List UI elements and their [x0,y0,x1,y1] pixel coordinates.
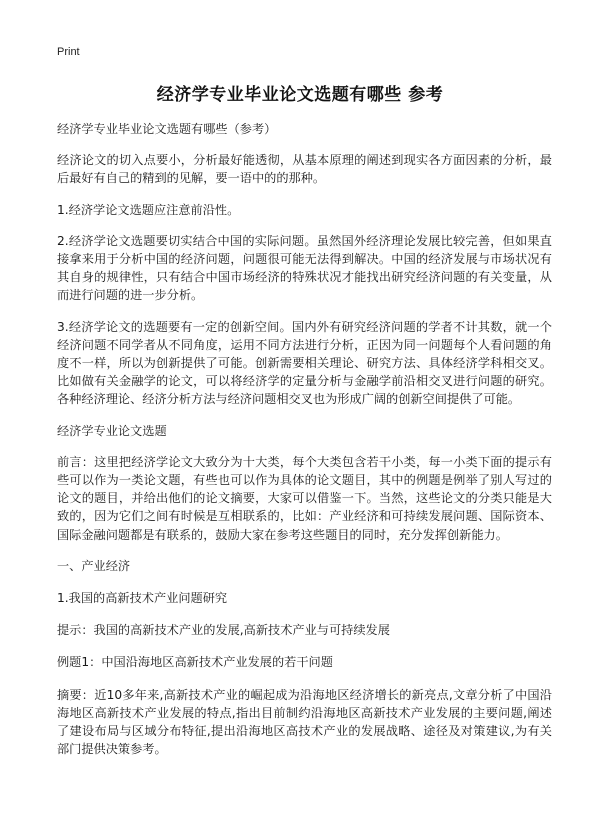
abstract-paragraph: 摘要：近10多年来,高新技术产业的崛起成为沿海地区经济增长的新亮点,文章分析了中国沿海地区高新技术产业发展的特点,指出目前制约沿海地区高新技术产业发展的主要问题,阐述了建设布局与区域分布特征,提出沿海地区高技术产业的发展战略、途径及对策建议,为有关部门提供决策参考。 [57,687,552,757]
intro-paragraph: 经济论文的切入点要小，分析最好能透彻，从基本原理的阐述到现实各方面因素的分析，最后最好有自己的精到的见解，要一语中的的那种。 [57,153,552,186]
preface-paragraph: 前言：这里把经济学论文大致分为十大类，每个大类包含若干小类，每一小类下面的提示有些可以作为一类论文题，有些也可以作为具体的论文题目，其中的例题是例举了别人写过的论文的题目，并给出他们的论文摘要，大家可以借鉴一下。当然，这些论文的分类只能是大致的，因为它们之间有时候是互相联系的，比如：产业经济和可持续发展问题、国际资本、国际金融问题都是有联系的，鼓励大家在参考这些题目的同时，充分发挥创新能力。 [57,454,552,542]
page-title: 经济学专业毕业论文选题有哪些 参考 [156,85,444,105]
point-1-paragraph: 1.经济学论文选题应注意前沿性。 [57,202,240,217]
section-heading: 经济学专业论文选题 [57,423,167,438]
point-3-paragraph: 3.经济学论文的选题要有一定的创新空间。国内外有研究经济问题的学者不计其数，就一个经济问题不同学者从不同角度，运用不同方法进行分析，正因为同一问题每个人看问题的角度不一样，所以为创新提供了可能。创新需要相关理论、研究方法、具体经济学科相交叉。比如做有关金融学的论文，可以将经济学的定量分析与金融学前沿相交叉进行问题的研究。各种经济理论、经济分析方法与经济问题相交叉也为形成广阔的创新空间提供了可能。 [57,319,552,407]
hint-paragraph: 提示：我国的高新技术产业的发展,高新技术产业与可持续发展 [57,623,390,638]
print-label: Print [57,46,80,58]
subtitle-paragraph: 经济学专业毕业论文选题有哪些（参考） [57,122,277,136]
category-heading: 一、产业经济 [57,558,131,573]
point-2-paragraph: 2.经济学论文选题要切实结合中国的实际问题。虽然国外经济理论发展比较完善，但如果直接拿来用于分析中国的经济问题，问题很可能无法得到解决。中国的经济发展与市场状况有其自身的规律性，只有结合中国市场经济的特殊状况才能找出研究经济问题的有关变量，从而进行问题的进一步分析。 [57,233,552,303]
example-heading: 例题1：中国沿海地区高新技术产业发展的若干问题 [57,655,333,670]
article-body [57,120,552,771]
topic-heading: 1.我国的高新技术产业问题研究 [57,591,228,606]
